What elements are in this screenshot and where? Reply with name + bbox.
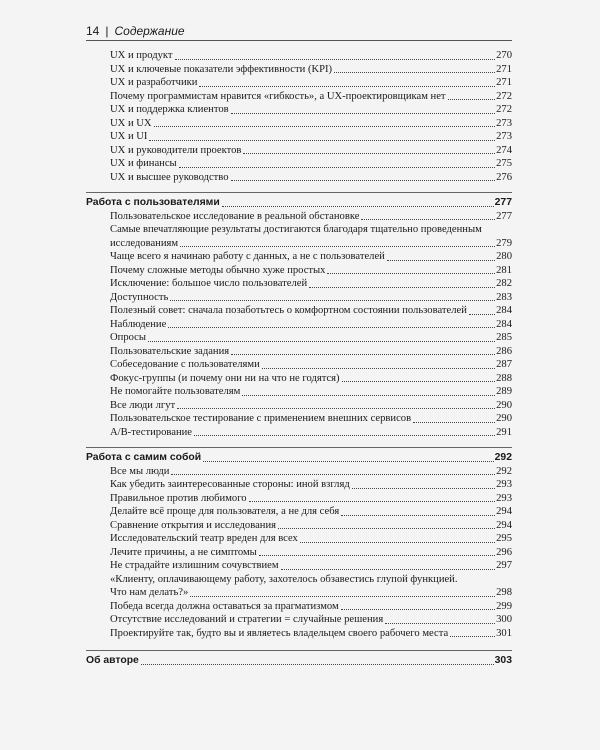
toc-entry-title: Правильное против любимого: [110, 492, 247, 504]
leader-dots: [450, 636, 495, 637]
toc-entry-page: 272: [496, 104, 512, 115]
toc-entry-page: 290: [496, 413, 512, 424]
toc-entry-title: Лечите причины, а не симптомы: [110, 546, 257, 558]
toc-entry-title: Самые впечатляющие результаты достигаются благодаря тщательно проведенным: [110, 224, 482, 235]
toc-entry[interactable]: [86, 600, 512, 614]
toc-entry-title: UX и руководители проектов: [110, 144, 242, 156]
leader-dots: [262, 368, 495, 369]
toc-entry-page: 280: [496, 251, 512, 262]
leader-dots: [249, 501, 496, 502]
toc-entry-title: Чаще всего я начинаю работу с данных, а не с пользователей: [110, 251, 385, 262]
leader-dots: [194, 435, 495, 436]
toc-entry[interactable]: [86, 250, 512, 264]
toc-entry-title: Делайте всё проще для пользователя, а не для себя: [110, 506, 340, 517]
toc-entry-page: 288: [496, 372, 512, 384]
toc-entry-continuation[interactable]: [86, 237, 512, 251]
leader-dots: [342, 381, 496, 382]
toc-entry-title: Все люди лгут: [110, 399, 176, 411]
toc-entry[interactable]: [86, 426, 512, 440]
section-divider: [86, 447, 512, 448]
toc-entry-page: 282: [496, 278, 512, 289]
leader-dots: [179, 167, 495, 168]
toc-entry-page: 294: [496, 519, 512, 531]
toc-entry-page: 289: [496, 386, 512, 397]
toc-entry[interactable]: [86, 264, 512, 278]
leader-dots: [259, 555, 495, 556]
toc-entry-title: «Клиенту, оплачивающему работу, захотелось обзавестись глупой функцией.: [110, 573, 458, 585]
toc-entry-title: Наблюдение: [110, 318, 167, 330]
toc-entry[interactable]: [86, 157, 512, 171]
toc-entry[interactable]: [86, 505, 512, 519]
toc-entry[interactable]: [86, 613, 512, 627]
leader-dots: [154, 126, 496, 127]
toc-entry[interactable]: [86, 223, 512, 237]
toc-entry[interactable]: [86, 291, 512, 305]
leader-dots: [387, 260, 495, 261]
leader-dots: [203, 461, 494, 462]
toc-entry[interactable]: [86, 117, 512, 131]
toc-entry[interactable]: [86, 63, 512, 77]
toc-entry-title: Доступность: [110, 291, 169, 303]
toc-entry-title: Как убедить заинтересованные стороны: иной взгляд: [110, 479, 350, 490]
toc-entry[interactable]: [86, 532, 512, 546]
toc-entry-page: 274: [496, 144, 512, 156]
toc-entry-title: UX и финансы: [110, 158, 177, 169]
toc-entry[interactable]: [86, 546, 512, 560]
toc-entry-page: 271: [496, 77, 512, 88]
toc-entry-title: Что нам делать?»: [110, 587, 189, 598]
toc-entry-page: 295: [496, 533, 512, 544]
toc-entry-page: 294: [496, 506, 512, 517]
toc-entry[interactable]: [86, 372, 512, 386]
toc-entry-page: 301: [496, 627, 512, 639]
toc-entry-title: UX и ключевые показатели эффективности (KPI): [110, 63, 333, 75]
toc-entry[interactable]: [86, 171, 512, 185]
toc-entry-page: 275: [496, 158, 512, 169]
toc-entry-page: 297: [496, 560, 512, 571]
leader-dots: [413, 422, 495, 423]
leader-dots: [148, 341, 495, 342]
toc-entry-title: Исключение: большое число пользователей: [110, 278, 308, 289]
toc-section[interactable]: [86, 196, 512, 210]
toc-group-users-more: [86, 250, 512, 439]
toc-entry-page: 279: [496, 237, 512, 249]
toc-entry-page: 273: [496, 131, 512, 142]
toc-entry-title: UX и высшее руководство: [110, 171, 229, 183]
toc-entry-title: Пользовательское исследование в реальной обстановке: [110, 210, 360, 222]
toc-entry-title: Опросы: [110, 332, 146, 343]
toc-entry[interactable]: [86, 358, 512, 372]
toc-entry-title: Почему сложные методы обычно хуже простых: [110, 264, 326, 276]
leader-dots: [469, 314, 495, 315]
leader-dots: [385, 623, 495, 624]
leader-dots: [231, 354, 495, 355]
toc-entry-title: исследованиям: [110, 237, 179, 249]
leader-dots: [352, 488, 495, 489]
toc-entry-title: Пользовательские задания: [110, 345, 230, 357]
leader-dots: [149, 140, 495, 141]
toc-entry-title: Отсутствие исследований и стратегии = случайные решения: [110, 614, 384, 625]
leader-dots: [300, 542, 495, 543]
leader-dots: [168, 327, 495, 328]
toc-group-users: [86, 210, 512, 224]
toc-entry-page: 299: [496, 600, 512, 612]
section-divider: [86, 192, 512, 193]
toc-entry-title: Пользовательское тестирование с применением внешних сервисов: [110, 413, 412, 424]
toc-entry-title: Почему программистам нравится «гибкость», а UX-проектировщикам нет: [110, 90, 446, 102]
toc-group-self: [86, 465, 512, 573]
toc-section[interactable]: [86, 654, 512, 668]
toc-entry[interactable]: [86, 90, 512, 104]
page-number: 14: [86, 24, 100, 38]
toc-entry-page: 277: [496, 210, 512, 222]
toc-entry-title: Сравнение открытия и исследования: [110, 519, 276, 531]
toc-entry[interactable]: [86, 210, 512, 224]
toc-entry-title: Не страдайте излишним сочувствием: [110, 560, 279, 571]
leader-dots: [309, 287, 495, 288]
toc-entry-page: 300: [496, 614, 512, 625]
toc-entry-page: 271: [496, 63, 512, 75]
leader-dots: [361, 219, 495, 220]
leader-dots: [177, 408, 495, 409]
toc-entry[interactable]: [86, 130, 512, 144]
toc-entry-page: 273: [496, 117, 512, 129]
toc-entry[interactable]: [86, 412, 512, 426]
toc-entry[interactable]: [86, 627, 512, 641]
toc-entry-title: UX и продукт: [110, 50, 173, 61]
section-divider: [86, 650, 512, 651]
header-rule: [86, 40, 512, 41]
toc-entry-page: 293: [496, 492, 512, 504]
toc-entry-page: 276: [496, 171, 512, 183]
leader-dots: [278, 528, 495, 529]
leader-dots: [281, 569, 496, 570]
toc-entry-title: Собеседование с пользователями: [110, 359, 260, 370]
toc-section-page: 303: [494, 655, 512, 666]
toc-entry-page: 292: [496, 465, 512, 477]
toc-entry-page: 285: [496, 332, 512, 343]
leader-dots: [242, 395, 495, 396]
toc-entry-page: 296: [496, 546, 512, 558]
toc-entry[interactable]: [86, 331, 512, 345]
toc-entry[interactable]: [86, 277, 512, 291]
leader-dots: [141, 664, 494, 665]
toc-entry-title: UX и разработчики: [110, 77, 198, 88]
toc-entry-title: Не помогайте пользователям: [110, 386, 241, 397]
toc-entry-title: UX и UX: [110, 117, 152, 129]
toc-group-ux: [86, 49, 512, 184]
toc-entry-page: 272: [496, 90, 512, 102]
toc-section-page: 277: [494, 197, 512, 208]
toc-entry-page: 293: [496, 479, 512, 490]
toc-entry-title: Исследовательский театр вреден для всех: [110, 533, 298, 544]
toc-section-title: Работа с самим собой: [86, 452, 202, 463]
toc-entry[interactable]: [86, 76, 512, 90]
leader-dots: [341, 609, 495, 610]
toc-entry-page: 287: [496, 359, 512, 370]
leader-dots: [327, 273, 495, 274]
leader-dots: [222, 206, 494, 207]
toc-entry[interactable]: [86, 318, 512, 332]
toc-entry-title: UX и поддержка клиентов: [110, 104, 229, 115]
toc-entry-page: 281: [496, 264, 512, 276]
toc-entry-title: Победа всегда должна оставаться за прагматизмом: [110, 600, 339, 612]
table-of-contents: [86, 49, 512, 668]
header-separator: |: [105, 24, 109, 38]
leader-dots: [243, 153, 495, 154]
leader-dots: [170, 300, 495, 301]
toc-entry-page: 284: [496, 305, 512, 316]
toc-entry-page: 286: [496, 345, 512, 357]
leader-dots: [199, 86, 495, 87]
toc-section-page: 292: [494, 452, 512, 463]
toc-entry[interactable]: [86, 478, 512, 492]
toc-entry[interactable]: [86, 345, 512, 359]
toc-entry-title: Полезный совет: сначала позаботьтесь о комфортном состоянии пользователей: [110, 305, 467, 316]
toc-entry[interactable]: [86, 144, 512, 158]
toc-entry-page: 291: [496, 426, 512, 438]
header-title: Содержание: [114, 24, 185, 38]
toc-section-title: Работа с пользователями: [86, 197, 220, 208]
toc-entry[interactable]: [86, 399, 512, 413]
leader-dots: [231, 180, 496, 181]
leader-dots: [171, 474, 495, 475]
toc-entry-page: 298: [496, 587, 512, 598]
leader-dots: [175, 59, 496, 60]
leader-dots: [190, 596, 495, 597]
toc-section[interactable]: [86, 451, 512, 465]
toc-entry[interactable]: [86, 103, 512, 117]
leader-dots: [334, 72, 495, 73]
toc-entry-continuation[interactable]: [86, 586, 512, 600]
toc-entry[interactable]: [86, 465, 512, 479]
leader-dots: [180, 246, 495, 247]
toc-entry-title: A/B-тестирование: [110, 426, 192, 438]
toc-entry-page: 270: [496, 50, 512, 61]
toc-section-title: Об авторе: [86, 655, 139, 666]
leader-dots: [231, 113, 495, 114]
toc-entry[interactable]: [86, 492, 512, 506]
toc-entry-title: Проектируйте так, будто вы и являетесь владельцем своего рабочего места: [110, 627, 449, 639]
toc-entry-page: 283: [496, 291, 512, 303]
toc-entry-page: 290: [496, 399, 512, 411]
leader-dots: [448, 99, 496, 100]
toc-entry[interactable]: [86, 519, 512, 533]
toc-entry-title: Фокус-группы (и почему они ни на что не годятся): [110, 372, 340, 384]
toc-entry[interactable]: [86, 304, 512, 318]
toc-entry[interactable]: [86, 573, 512, 587]
leader-dots: [341, 515, 495, 516]
toc-entry[interactable]: [86, 49, 512, 63]
toc-group-self-more: [86, 600, 512, 641]
running-header: [86, 22, 512, 40]
toc-entry[interactable]: [86, 385, 512, 399]
toc-entry[interactable]: [86, 559, 512, 573]
toc-entry-title: Все мы люди: [110, 465, 170, 477]
toc-entry-title: UX и UI: [110, 131, 148, 142]
toc-entry-page: 284: [496, 318, 512, 330]
